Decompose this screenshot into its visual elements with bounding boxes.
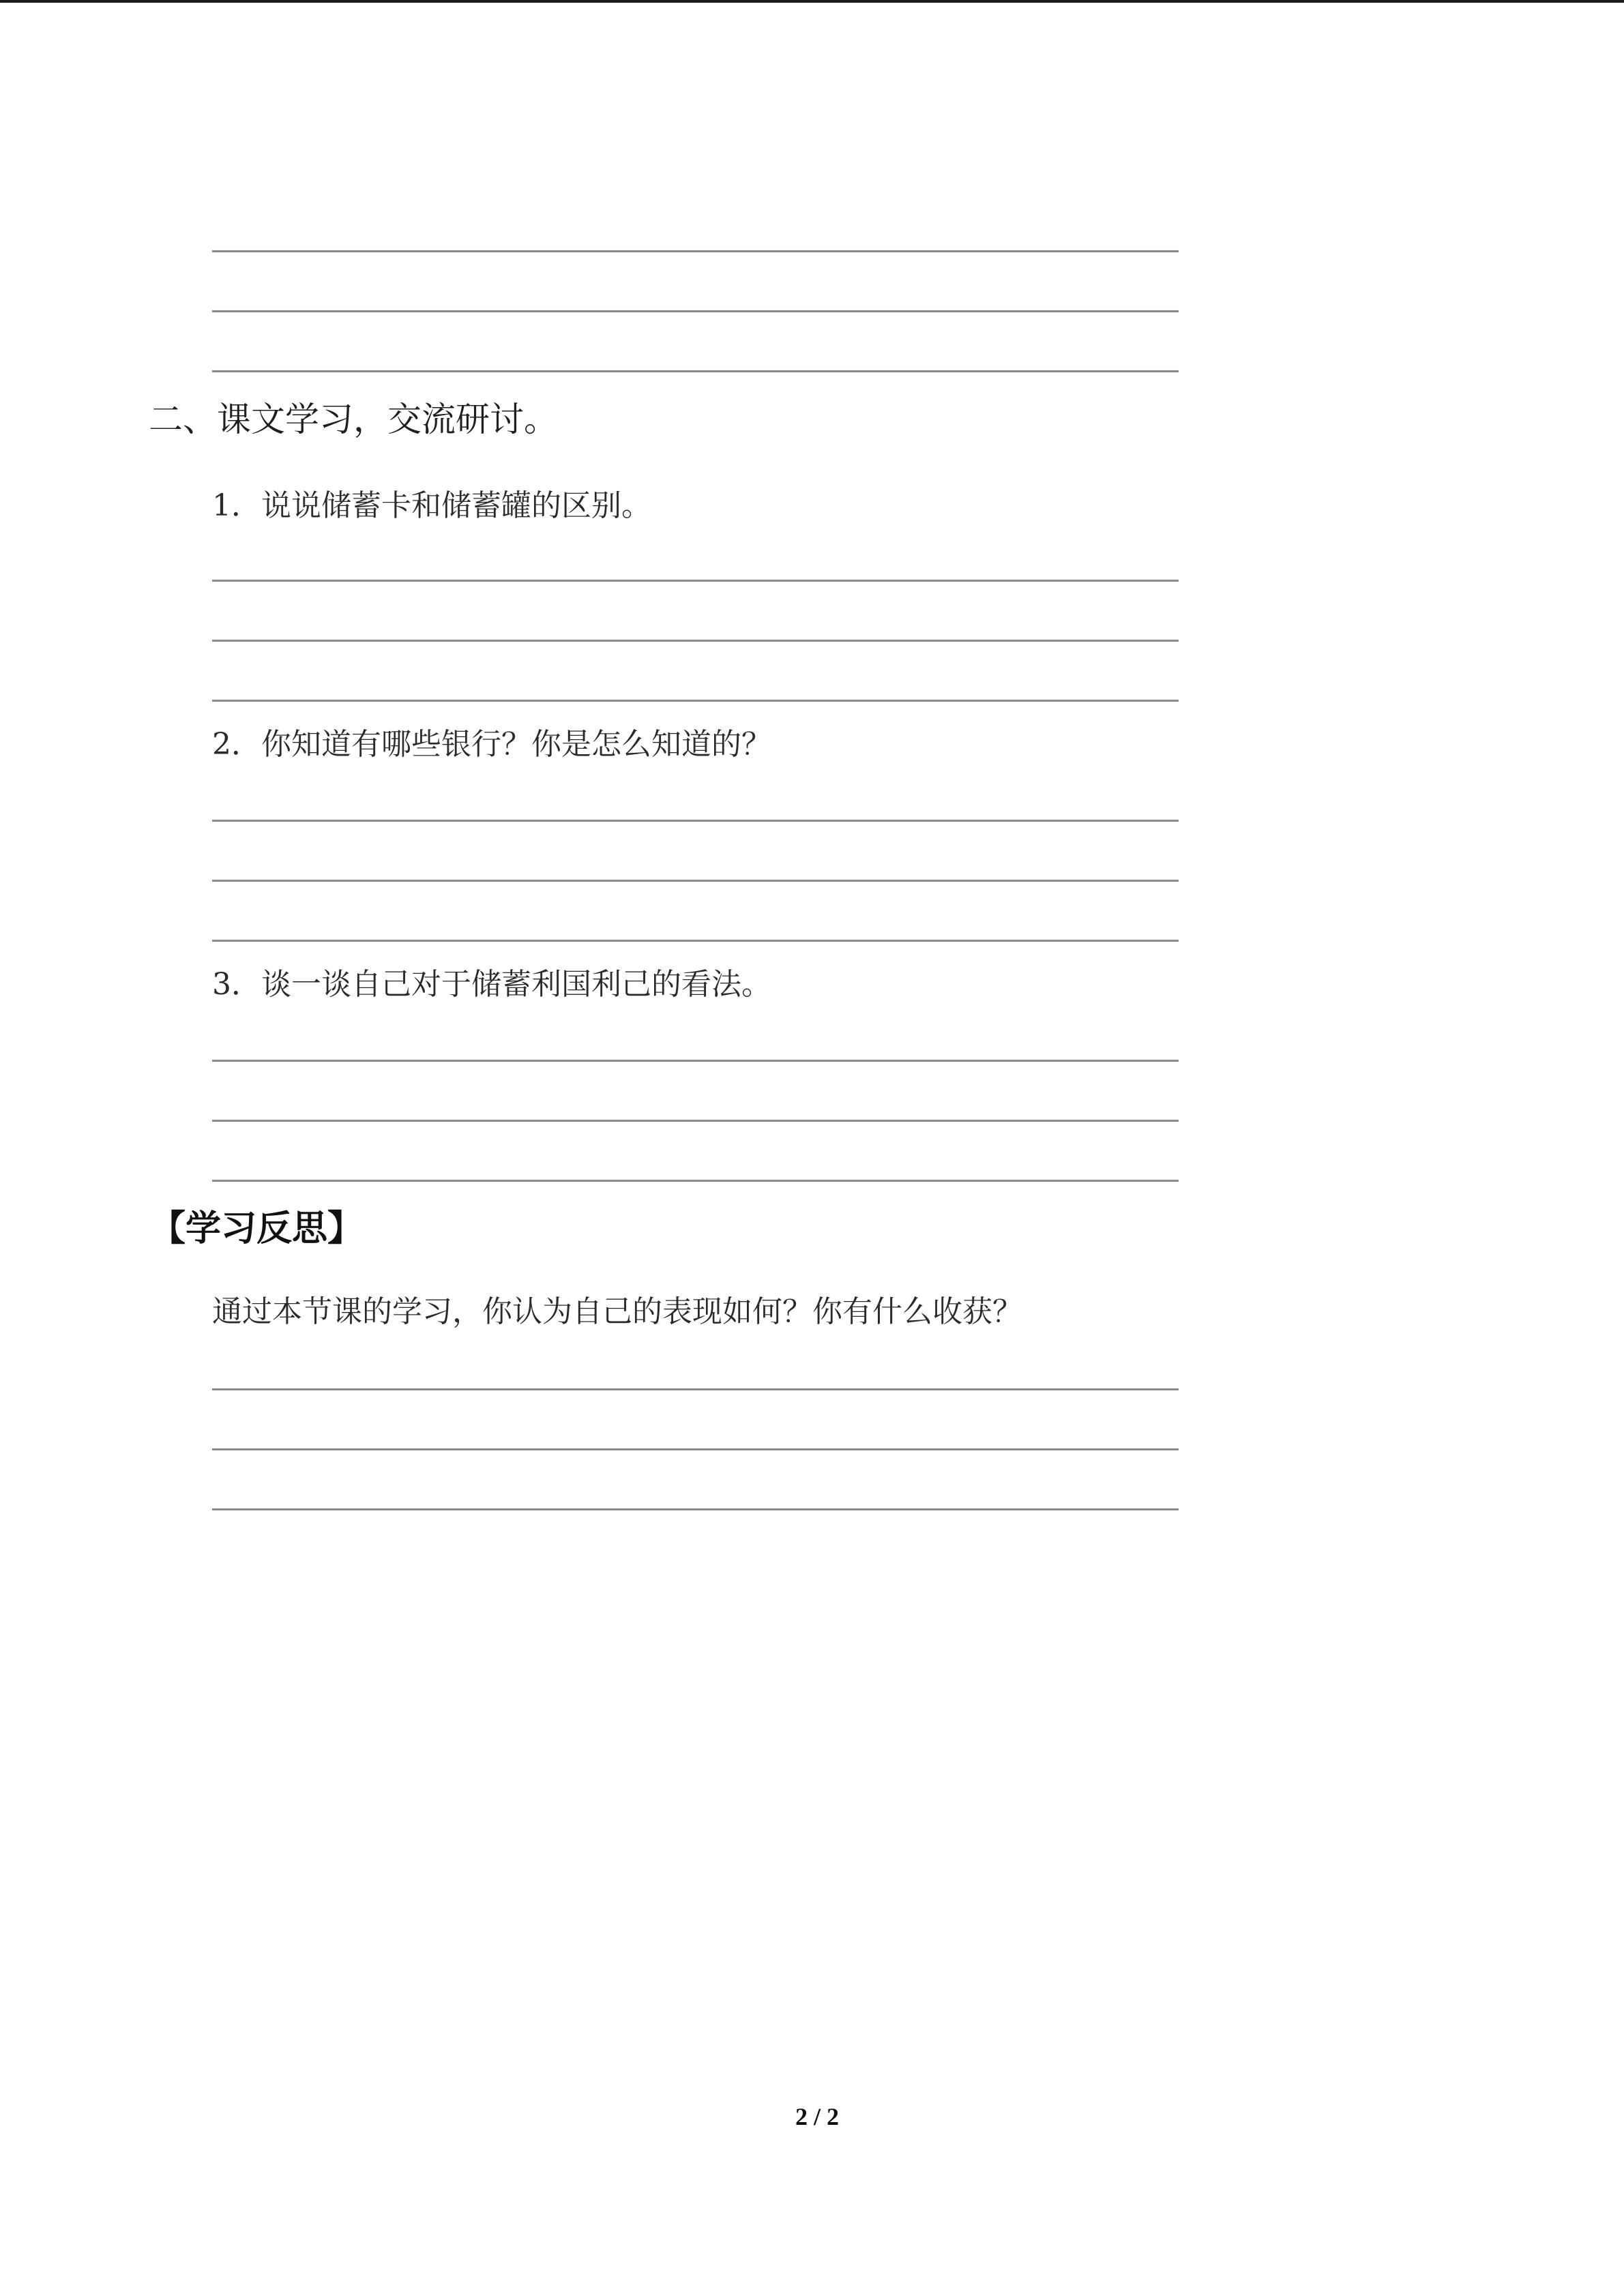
page-top-border (0, 0, 1624, 3)
answer-line[interactable] (212, 310, 1179, 312)
question-3: 3．谈一谈自己对于储蓄利国利己的看法。 (212, 967, 771, 1002)
answer-line[interactable] (212, 820, 1179, 822)
question-1: 1．说说储蓄卡和储蓄罐的区别。 (212, 488, 651, 523)
page-number: 2 / 2 (795, 2103, 840, 2130)
answer-line[interactable] (212, 1120, 1179, 1122)
answer-line[interactable] (212, 580, 1179, 582)
answer-line[interactable] (212, 1180, 1179, 1182)
answer-line[interactable] (212, 1448, 1179, 1450)
answer-line[interactable] (212, 1508, 1179, 1510)
answer-line[interactable] (212, 1060, 1179, 1062)
question-2: 2．你知道有哪些银行？你是怎么知道的？ (212, 727, 771, 762)
reflection-heading: 【学习反思】 (150, 1208, 364, 1249)
answer-line[interactable] (212, 700, 1179, 702)
answer-line[interactable] (212, 940, 1179, 942)
section-heading: 二、课文学习，交流研讨。 (149, 400, 558, 439)
answer-line[interactable] (212, 250, 1179, 252)
answer-line[interactable] (212, 640, 1179, 642)
answer-line[interactable] (212, 370, 1179, 372)
answer-line[interactable] (212, 1388, 1179, 1390)
reflection-prompt: 通过本节课的学习，你认为自己的表现如何？你有什么收获？ (212, 1294, 1022, 1329)
answer-line[interactable] (212, 880, 1179, 882)
